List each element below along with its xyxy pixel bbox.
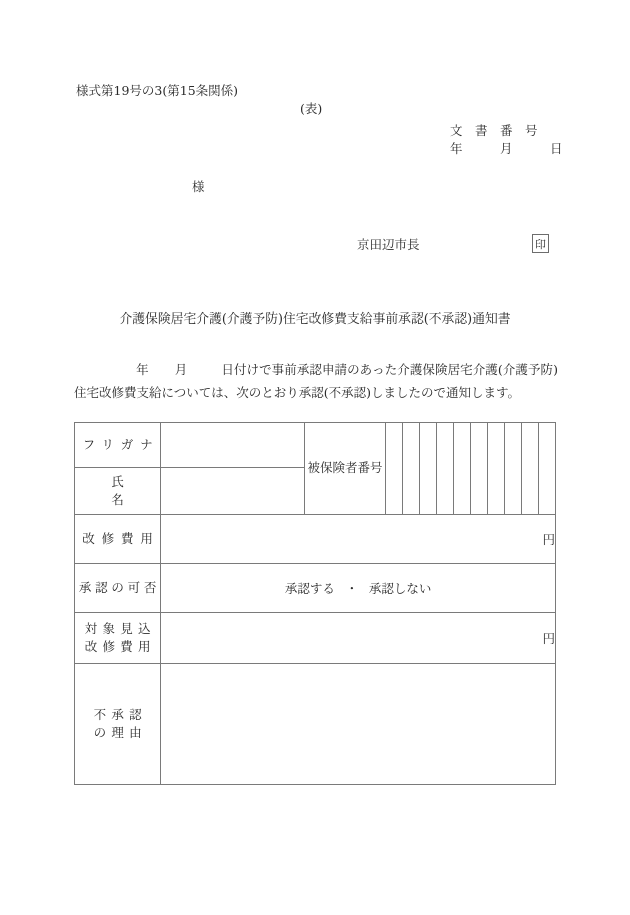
table-row [75, 613, 556, 664]
disapproval-reason-cell[interactable] [161, 664, 556, 785]
table-row [75, 515, 556, 564]
insured-number-box[interactable] [487, 423, 504, 515]
addressee-suffix: 様 [192, 179, 205, 194]
document-date-label: 年 月 日 [450, 141, 563, 156]
body-month: 月 [174, 362, 188, 377]
eligible-cost-cell[interactable] [161, 613, 556, 664]
body-line2: 宅改修費支給については、次のとおり承認(不承認)しましたので通知します。 [86, 384, 521, 400]
page-title: 介護保険居宅介護(介護予防)住宅改修費支給事前承認(不承認)通知書 [119, 312, 511, 327]
furigana-label: フリガナ [75, 423, 161, 468]
insured-number-box[interactable] [453, 423, 470, 515]
insured-number-box[interactable] [402, 423, 419, 515]
insured-number-box[interactable] [504, 423, 521, 515]
insured-number-box[interactable] [470, 423, 487, 515]
renovation-cost-cell[interactable] [161, 515, 556, 564]
table-row [75, 423, 556, 468]
issuer-name: 京田辺市長 [357, 237, 420, 252]
approve-no-option[interactable]: 承認しない [368, 581, 432, 596]
approve-yes-option[interactable]: 承認する [284, 581, 335, 596]
body-paragraph [74, 359, 558, 405]
body-year: 年 [136, 362, 149, 377]
eligible-cost-unit: 円 [542, 631, 555, 646]
insured-number-box[interactable] [436, 423, 453, 515]
insured-number-box[interactable] [538, 423, 555, 515]
approval-separator: ・ [345, 581, 359, 596]
table-row [75, 564, 556, 613]
document-number-label: 文 書 番 号 [450, 123, 538, 138]
furigana-input-cell[interactable] [161, 423, 305, 468]
renovation-cost-label: 改修費用 [75, 515, 161, 564]
side-label: (表) [300, 101, 323, 116]
renovation-cost-unit: 円 [542, 532, 555, 547]
table-row [75, 664, 556, 785]
insured-number-label: 被保険者番号 [305, 423, 385, 515]
approval-options-cell[interactable] [161, 564, 556, 613]
insured-number-box[interactable] [521, 423, 538, 515]
disapproval-reason-label: 不承認 の理由 [75, 664, 161, 785]
approval-label: 承認の可否 [75, 564, 161, 613]
name-input-cell[interactable] [161, 468, 305, 515]
form-number: 様式第19号の3(第15条関係) [76, 83, 239, 98]
name-label: 氏名 [75, 468, 161, 515]
seal-box: 印 [532, 234, 549, 253]
form-table [74, 422, 556, 785]
body-day-text: 日付けで事前承認申請のあった介護保険居宅介護(介護予防)住 [74, 362, 558, 400]
eligible-cost-label: 対象見込 改修費用 [75, 613, 161, 664]
insured-number-box[interactable] [419, 423, 436, 515]
insured-number-box[interactable] [385, 423, 402, 515]
